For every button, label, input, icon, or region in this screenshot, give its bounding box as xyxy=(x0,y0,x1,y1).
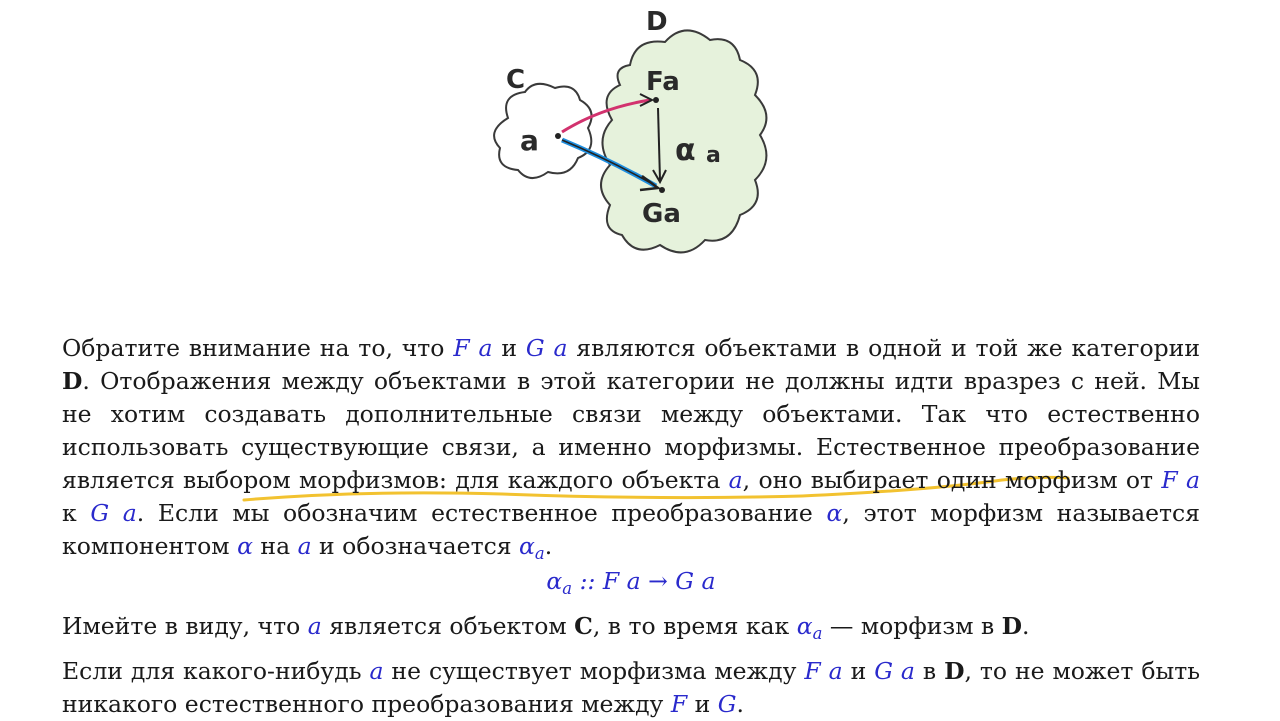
math-ga: G a xyxy=(525,334,568,362)
math-alpha: α xyxy=(546,567,563,595)
math-a: a xyxy=(369,657,384,685)
text-span: являются объектами в одной и той же категории xyxy=(567,334,1200,362)
object-a-dot xyxy=(555,133,561,139)
body-text xyxy=(62,332,1200,721)
paragraph-3 xyxy=(62,655,1200,721)
text-span: к xyxy=(62,499,91,527)
math-ga: G a xyxy=(874,657,915,685)
math-alpha: α xyxy=(826,499,843,527)
text-span: , этот морфизм называется компонентом xyxy=(62,499,1200,560)
category-c: C xyxy=(574,612,593,640)
object-ga-label: Ga xyxy=(642,199,681,229)
math-subscript: a xyxy=(812,623,823,643)
math-f: F xyxy=(670,690,688,718)
category-c-cloud xyxy=(494,84,591,178)
text-span: и xyxy=(492,334,526,362)
category-d: D xyxy=(62,367,83,395)
category-d: D xyxy=(1001,612,1023,640)
text-span: . Если мы обозначим естественное преобразование xyxy=(136,499,827,527)
paragraph-2 xyxy=(62,610,1200,643)
equation-rest: :: F a → G a xyxy=(572,567,716,595)
paragraph-1 xyxy=(62,332,1200,563)
category-d-label: D xyxy=(646,7,668,37)
text-span: , то не может быть никакого естественного преобразования между xyxy=(62,657,1201,718)
text-span: . xyxy=(736,690,745,718)
math-a: a xyxy=(307,612,322,640)
math-alpha-a xyxy=(519,532,545,563)
text-span: и xyxy=(687,690,718,718)
object-a-label: a xyxy=(520,124,539,157)
math-fa: F a xyxy=(1161,466,1200,494)
object-fa-label: Fa xyxy=(646,67,680,97)
text-span: — морфизм в xyxy=(822,612,1002,640)
text-span: и обозначается xyxy=(311,532,520,560)
text-span: . xyxy=(544,532,553,560)
text-span: в xyxy=(914,657,945,685)
natural-transformation-figure xyxy=(470,0,810,290)
text-span: . xyxy=(1022,612,1030,640)
text-span: не существует морфизма между xyxy=(383,657,805,685)
category-d: D xyxy=(944,657,965,685)
text-span: Если для какого-нибудь xyxy=(62,657,370,685)
text-span: , в то время как xyxy=(592,612,797,640)
math-subscript: a xyxy=(562,578,573,598)
text-span: Обратите внимание на то, что xyxy=(62,334,454,362)
math-alpha: α xyxy=(519,532,535,560)
figure-canvas xyxy=(470,0,810,290)
text-span: является объектом xyxy=(321,612,575,640)
math-alpha: α xyxy=(237,532,253,560)
alpha-label: α xyxy=(675,133,696,168)
math-alpha: α xyxy=(796,612,813,640)
equation xyxy=(62,563,1200,599)
math-ga: G a xyxy=(90,499,137,527)
math-fa: F a xyxy=(453,334,493,362)
text-span: на xyxy=(252,532,298,560)
alpha-sub-label: a xyxy=(706,143,721,168)
equation-content xyxy=(546,567,716,598)
math-a: a xyxy=(728,466,743,494)
category-c-label: C xyxy=(506,65,526,95)
math-subscript: a xyxy=(534,543,545,563)
math-a: a xyxy=(297,532,312,560)
text-span: Имейте в виду, что xyxy=(62,612,308,640)
math-g: G xyxy=(717,690,737,718)
math-fa: F a xyxy=(804,657,843,685)
text-span: и xyxy=(842,657,875,685)
text-span: , оно выбирает один морфизм от xyxy=(742,466,1162,494)
text-span: . Отображения между объектами в этой категории не должны идти вразрез с ней. Мы не хотим создавать дополнительные связи между объектами. Так что естественно использовать существующие связи, а именно морфизмы. Естественное преобразование является выбором морфизмов: для каждого объекта xyxy=(62,367,1200,494)
math-alpha-a xyxy=(796,612,823,643)
